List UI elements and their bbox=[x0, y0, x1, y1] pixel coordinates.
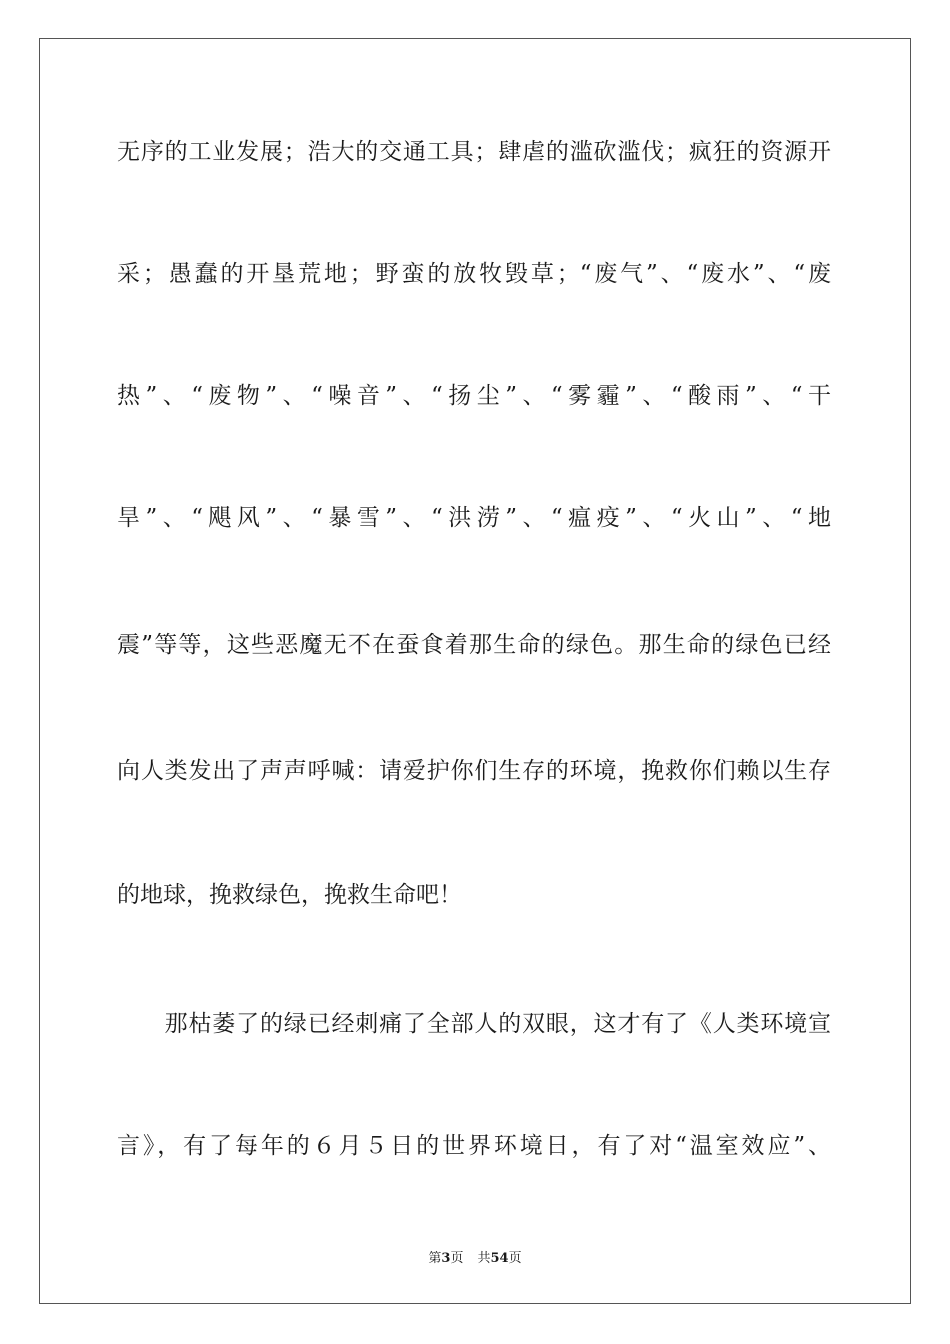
footer-total-pages: 54 bbox=[490, 1251, 509, 1266]
body-text-line-1: 无序的工业发展；浩大的交通工具；肆虐的滥砍滥伐；疯狂的资源开 bbox=[117, 139, 831, 165]
footer-page-suffix: 页 bbox=[450, 1251, 464, 1266]
footer-page-number: 3 bbox=[441, 1251, 451, 1266]
body-text-line-5: 震”等等，这些恶魔无不在蚕食着那生命的绿色。那生命的绿色已经 bbox=[117, 632, 831, 658]
body-text-line-6: 向人类发出了声声呼喊：请爱护你们生存的环境，挽救你们赖以生存 bbox=[117, 758, 831, 784]
body-text-line-9: 言》，有了每年的６月５日的世界环境日，有了对“温室效应”、 bbox=[117, 1133, 831, 1159]
footer-total-suffix: 页 bbox=[508, 1251, 522, 1266]
body-text-line-4: 旱”、“飓风”、“暴雪”、“洪涝”、“瘟疫”、“火山”、“地 bbox=[117, 505, 831, 531]
body-text-line-2: 采；愚蠢的开垦荒地；野蛮的放牧毁草；“废气”、“废水”、“废 bbox=[117, 261, 831, 287]
footer-total-prefix: 共 bbox=[477, 1251, 491, 1266]
body-text-line-8: 那枯萎了的绿已经刺痛了全部人的双眼，这才有了《人类环境宣 bbox=[117, 1011, 831, 1037]
body-text-line-3: 热”、“废物”、“噪音”、“扬尘”、“雾霾”、“酸雨”、“干 bbox=[117, 383, 831, 409]
page-frame bbox=[39, 38, 911, 1304]
footer-page-prefix: 第 bbox=[428, 1251, 442, 1266]
body-text-line-7: 的地球，挽救绿色，挽救生命吧！ bbox=[117, 882, 462, 908]
page-footer bbox=[0, 1247, 950, 1266]
